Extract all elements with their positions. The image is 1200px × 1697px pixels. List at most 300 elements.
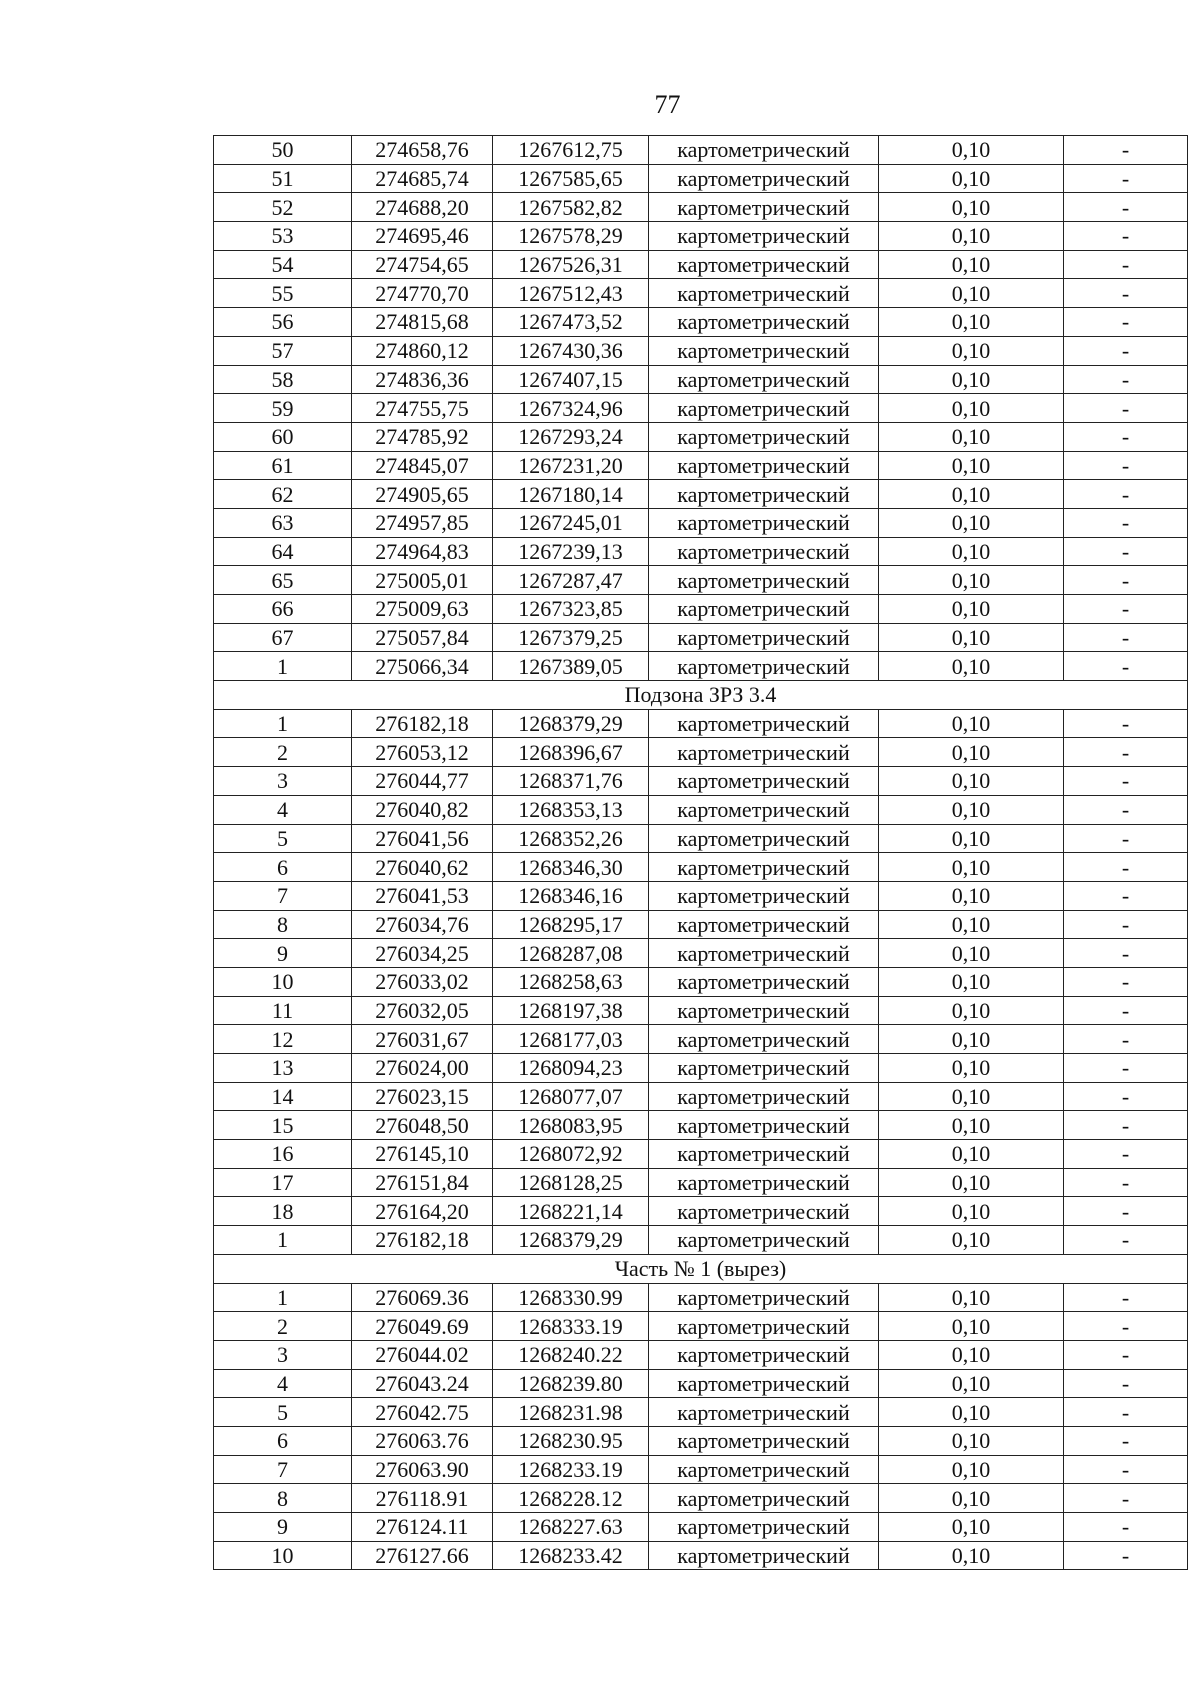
- y-coordinate-cell: 1268233.42: [493, 1541, 649, 1570]
- x-coordinate-cell: 276042.75: [352, 1398, 493, 1427]
- note-cell: -: [1064, 508, 1188, 537]
- table-row: [214, 1541, 1188, 1570]
- x-coordinate-cell: 274785,92: [352, 422, 493, 451]
- note-cell: -: [1064, 1484, 1188, 1513]
- method-cell: картометрический: [649, 795, 879, 824]
- note-cell: -: [1064, 738, 1188, 767]
- precision-cell: 0,10: [879, 1197, 1064, 1226]
- note-cell: -: [1064, 1226, 1188, 1255]
- point-number-cell: 2: [214, 1312, 352, 1341]
- method-cell: картометрический: [649, 1513, 879, 1542]
- y-coordinate-cell: 1268239.80: [493, 1369, 649, 1398]
- point-number-cell: 61: [214, 451, 352, 480]
- precision-cell: 0,10: [879, 164, 1064, 193]
- method-cell: картометрический: [649, 136, 879, 165]
- table-row: [214, 394, 1188, 423]
- note-cell: -: [1064, 308, 1188, 337]
- point-number-cell: 53: [214, 222, 352, 251]
- y-coordinate-cell: 1268230.95: [493, 1426, 649, 1455]
- point-number-cell: 60: [214, 422, 352, 451]
- table-row: [214, 566, 1188, 595]
- table-row: [214, 1369, 1188, 1398]
- note-cell: -: [1064, 1369, 1188, 1398]
- section-header-row: [214, 681, 1188, 710]
- y-coordinate-cell: 1267389,05: [493, 652, 649, 681]
- note-cell: -: [1064, 1513, 1188, 1542]
- point-number-cell: 1: [214, 709, 352, 738]
- precision-cell: 0,10: [879, 595, 1064, 624]
- method-cell: картометрический: [649, 1168, 879, 1197]
- x-coordinate-cell: 276063.90: [352, 1455, 493, 1484]
- precision-cell: 0,10: [879, 508, 1064, 537]
- precision-cell: 0,10: [879, 652, 1064, 681]
- table-row: [214, 136, 1188, 165]
- method-cell: картометрический: [649, 853, 879, 882]
- x-coordinate-cell: 276063.76: [352, 1426, 493, 1455]
- point-number-cell: 59: [214, 394, 352, 423]
- note-cell: -: [1064, 623, 1188, 652]
- precision-cell: 0,10: [879, 996, 1064, 1025]
- x-coordinate-cell: 276041,53: [352, 881, 493, 910]
- precision-cell: 0,10: [879, 566, 1064, 595]
- x-coordinate-cell: 276040,62: [352, 853, 493, 882]
- y-coordinate-cell: 1268346,16: [493, 881, 649, 910]
- method-cell: картометрический: [649, 1369, 879, 1398]
- note-cell: -: [1064, 795, 1188, 824]
- precision-cell: 0,10: [879, 365, 1064, 394]
- method-cell: картометрический: [649, 537, 879, 566]
- method-cell: картометрический: [649, 308, 879, 337]
- y-coordinate-cell: 1267180,14: [493, 480, 649, 509]
- y-coordinate-cell: 1267612,75: [493, 136, 649, 165]
- x-coordinate-cell: 276164,20: [352, 1197, 493, 1226]
- precision-cell: 0,10: [879, 1340, 1064, 1369]
- table-row: [214, 910, 1188, 939]
- point-number-cell: 52: [214, 193, 352, 222]
- point-number-cell: 14: [214, 1082, 352, 1111]
- precision-cell: 0,10: [879, 1398, 1064, 1427]
- note-cell: -: [1064, 996, 1188, 1025]
- y-coordinate-cell: 1268221,14: [493, 1197, 649, 1226]
- page-number: 77: [654, 90, 681, 119]
- point-number-cell: 1: [214, 652, 352, 681]
- precision-cell: 0,10: [879, 910, 1064, 939]
- table-row: [214, 480, 1188, 509]
- x-coordinate-cell: 274860,12: [352, 336, 493, 365]
- table-row: [214, 795, 1188, 824]
- y-coordinate-cell: 1267231,20: [493, 451, 649, 480]
- table-row: [214, 508, 1188, 537]
- precision-cell: 0,10: [879, 795, 1064, 824]
- table-row: [214, 595, 1188, 624]
- method-cell: картометрический: [649, 250, 879, 279]
- point-number-cell: 56: [214, 308, 352, 337]
- precision-cell: 0,10: [879, 967, 1064, 996]
- y-coordinate-cell: 1267430,36: [493, 336, 649, 365]
- table-row: [214, 279, 1188, 308]
- section-title: Подзона ЗРЗ 3.4: [214, 681, 1188, 710]
- note-cell: -: [1064, 824, 1188, 853]
- precision-cell: 0,10: [879, 709, 1064, 738]
- x-coordinate-cell: 274845,07: [352, 451, 493, 480]
- point-number-cell: 1: [214, 1226, 352, 1255]
- precision-cell: 0,10: [879, 853, 1064, 882]
- precision-cell: 0,10: [879, 1226, 1064, 1255]
- y-coordinate-cell: 1268072,92: [493, 1140, 649, 1169]
- note-cell: -: [1064, 1398, 1188, 1427]
- point-number-cell: 67: [214, 623, 352, 652]
- x-coordinate-cell: 276033,02: [352, 967, 493, 996]
- y-coordinate-cell: 1267287,47: [493, 566, 649, 595]
- point-number-cell: 50: [214, 136, 352, 165]
- point-number-cell: 6: [214, 853, 352, 882]
- method-cell: картометрический: [649, 767, 879, 796]
- point-number-cell: 11: [214, 996, 352, 1025]
- method-cell: картометрический: [649, 967, 879, 996]
- x-coordinate-cell: 275057,84: [352, 623, 493, 652]
- point-number-cell: 8: [214, 1484, 352, 1513]
- coordinates-table-body: [214, 136, 1188, 1570]
- table-row: [214, 623, 1188, 652]
- note-cell: -: [1064, 1541, 1188, 1570]
- y-coordinate-cell: 1268258,63: [493, 967, 649, 996]
- precision-cell: 0,10: [879, 1054, 1064, 1083]
- x-coordinate-cell: 276182,18: [352, 1226, 493, 1255]
- precision-cell: 0,10: [879, 1541, 1064, 1570]
- table-row: [214, 422, 1188, 451]
- x-coordinate-cell: 276043.24: [352, 1369, 493, 1398]
- precision-cell: 0,10: [879, 1455, 1064, 1484]
- precision-cell: 0,10: [879, 451, 1064, 480]
- y-coordinate-cell: 1268379,29: [493, 1226, 649, 1255]
- point-number-cell: 51: [214, 164, 352, 193]
- point-number-cell: 2: [214, 738, 352, 767]
- table-row: [214, 881, 1188, 910]
- y-coordinate-cell: 1268128,25: [493, 1168, 649, 1197]
- table-row: [214, 250, 1188, 279]
- precision-cell: 0,10: [879, 1513, 1064, 1542]
- table-row: [214, 709, 1188, 738]
- point-number-cell: 16: [214, 1140, 352, 1169]
- note-cell: -: [1064, 652, 1188, 681]
- point-number-cell: 55: [214, 279, 352, 308]
- table-row: [214, 336, 1188, 365]
- table-row: [214, 1455, 1188, 1484]
- y-coordinate-cell: 1268177,03: [493, 1025, 649, 1054]
- y-coordinate-cell: 1268083,95: [493, 1111, 649, 1140]
- point-number-cell: 62: [214, 480, 352, 509]
- method-cell: картометрический: [649, 824, 879, 853]
- x-coordinate-cell: 276048,50: [352, 1111, 493, 1140]
- note-cell: -: [1064, 422, 1188, 451]
- y-coordinate-cell: 1268197,38: [493, 996, 649, 1025]
- method-cell: картометрический: [649, 595, 879, 624]
- table-row: [214, 1513, 1188, 1542]
- method-cell: картометрический: [649, 1140, 879, 1169]
- x-coordinate-cell: 276145,10: [352, 1140, 493, 1169]
- precision-cell: 0,10: [879, 537, 1064, 566]
- x-coordinate-cell: 274957,85: [352, 508, 493, 537]
- method-cell: картометрический: [649, 566, 879, 595]
- method-cell: картометрический: [649, 1054, 879, 1083]
- method-cell: картометрический: [649, 1197, 879, 1226]
- method-cell: картометрический: [649, 1025, 879, 1054]
- x-coordinate-cell: 276023,15: [352, 1082, 493, 1111]
- method-cell: картометрический: [649, 996, 879, 1025]
- method-cell: картометрический: [649, 652, 879, 681]
- note-cell: -: [1064, 1082, 1188, 1111]
- method-cell: картометрический: [649, 164, 879, 193]
- point-number-cell: 5: [214, 824, 352, 853]
- method-cell: картометрический: [649, 1312, 879, 1341]
- table-row: [214, 537, 1188, 566]
- precision-cell: 0,10: [879, 1283, 1064, 1312]
- method-cell: картометрический: [649, 1111, 879, 1140]
- note-cell: -: [1064, 709, 1188, 738]
- precision-cell: 0,10: [879, 1111, 1064, 1140]
- point-number-cell: 17: [214, 1168, 352, 1197]
- x-coordinate-cell: 274695,46: [352, 222, 493, 251]
- precision-cell: 0,10: [879, 279, 1064, 308]
- method-cell: картометрический: [649, 1426, 879, 1455]
- precision-cell: 0,10: [879, 1168, 1064, 1197]
- x-coordinate-cell: 274754,65: [352, 250, 493, 279]
- precision-cell: 0,10: [879, 1025, 1064, 1054]
- table-row: [214, 824, 1188, 853]
- method-cell: картометрический: [649, 1283, 879, 1312]
- point-number-cell: 64: [214, 537, 352, 566]
- table-row: [214, 1054, 1188, 1083]
- note-cell: -: [1064, 394, 1188, 423]
- note-cell: -: [1064, 967, 1188, 996]
- x-coordinate-cell: 274836,36: [352, 365, 493, 394]
- coordinates-table: [213, 135, 1188, 1570]
- x-coordinate-cell: 276049.69: [352, 1312, 493, 1341]
- method-cell: картометрический: [649, 1455, 879, 1484]
- method-cell: картометрический: [649, 910, 879, 939]
- note-cell: -: [1064, 222, 1188, 251]
- precision-cell: 0,10: [879, 1484, 1064, 1513]
- point-number-cell: 4: [214, 1369, 352, 1398]
- method-cell: картометрический: [649, 480, 879, 509]
- note-cell: -: [1064, 365, 1188, 394]
- note-cell: -: [1064, 1168, 1188, 1197]
- precision-cell: 0,10: [879, 136, 1064, 165]
- table-row: [214, 738, 1188, 767]
- point-number-cell: 7: [214, 881, 352, 910]
- note-cell: -: [1064, 1025, 1188, 1054]
- method-cell: картометрический: [649, 336, 879, 365]
- precision-cell: 0,10: [879, 824, 1064, 853]
- x-coordinate-cell: 276031,67: [352, 1025, 493, 1054]
- table-row: [214, 1140, 1188, 1169]
- point-number-cell: 65: [214, 566, 352, 595]
- precision-cell: 0,10: [879, 1426, 1064, 1455]
- method-cell: картометрический: [649, 279, 879, 308]
- point-number-cell: 4: [214, 795, 352, 824]
- note-cell: -: [1064, 1111, 1188, 1140]
- method-cell: картометрический: [649, 365, 879, 394]
- precision-cell: 0,10: [879, 881, 1064, 910]
- y-coordinate-cell: 1268077,07: [493, 1082, 649, 1111]
- method-cell: картометрический: [649, 1398, 879, 1427]
- y-coordinate-cell: 1267512,43: [493, 279, 649, 308]
- note-cell: -: [1064, 939, 1188, 968]
- y-coordinate-cell: 1267578,29: [493, 222, 649, 251]
- x-coordinate-cell: 275066,34: [352, 652, 493, 681]
- y-coordinate-cell: 1267293,24: [493, 422, 649, 451]
- table-row: [214, 1340, 1188, 1369]
- point-number-cell: 9: [214, 939, 352, 968]
- table-row: [214, 939, 1188, 968]
- x-coordinate-cell: 276034,25: [352, 939, 493, 968]
- point-number-cell: 13: [214, 1054, 352, 1083]
- table-row: [214, 164, 1188, 193]
- method-cell: картометрический: [649, 1541, 879, 1570]
- precision-cell: 0,10: [879, 480, 1064, 509]
- point-number-cell: 1: [214, 1283, 352, 1312]
- y-coordinate-cell: 1267526,31: [493, 250, 649, 279]
- note-cell: -: [1064, 336, 1188, 365]
- point-number-cell: 58: [214, 365, 352, 394]
- x-coordinate-cell: 276151,84: [352, 1168, 493, 1197]
- x-coordinate-cell: 276127.66: [352, 1541, 493, 1570]
- point-number-cell: 57: [214, 336, 352, 365]
- point-number-cell: 63: [214, 508, 352, 537]
- method-cell: картометрический: [649, 394, 879, 423]
- point-number-cell: 10: [214, 1541, 352, 1570]
- precision-cell: 0,10: [879, 1140, 1064, 1169]
- section-header-row: [214, 1254, 1188, 1283]
- note-cell: -: [1064, 1312, 1188, 1341]
- precision-cell: 0,10: [879, 394, 1064, 423]
- x-coordinate-cell: 276044,77: [352, 767, 493, 796]
- x-coordinate-cell: 276044.02: [352, 1340, 493, 1369]
- y-coordinate-cell: 1268352,26: [493, 824, 649, 853]
- precision-cell: 0,10: [879, 308, 1064, 337]
- precision-cell: 0,10: [879, 623, 1064, 652]
- x-coordinate-cell: 276041,56: [352, 824, 493, 853]
- x-coordinate-cell: 276124.11: [352, 1513, 493, 1542]
- table-row: [214, 451, 1188, 480]
- precision-cell: 0,10: [879, 422, 1064, 451]
- method-cell: картометрический: [649, 623, 879, 652]
- method-cell: картометрический: [649, 939, 879, 968]
- table-row: [214, 1283, 1188, 1312]
- note-cell: -: [1064, 595, 1188, 624]
- x-coordinate-cell: 275005,01: [352, 566, 493, 595]
- method-cell: картометрический: [649, 1082, 879, 1111]
- y-coordinate-cell: 1267239,13: [493, 537, 649, 566]
- precision-cell: 0,10: [879, 1082, 1064, 1111]
- x-coordinate-cell: 274688,20: [352, 193, 493, 222]
- x-coordinate-cell: 274964,83: [352, 537, 493, 566]
- y-coordinate-cell: 1268231.98: [493, 1398, 649, 1427]
- note-cell: -: [1064, 767, 1188, 796]
- table-row: [214, 967, 1188, 996]
- y-coordinate-cell: 1268295,17: [493, 910, 649, 939]
- precision-cell: 0,10: [879, 1369, 1064, 1398]
- point-number-cell: 8: [214, 910, 352, 939]
- table-row: [214, 652, 1188, 681]
- method-cell: картометрический: [649, 738, 879, 767]
- table-row: [214, 308, 1188, 337]
- y-coordinate-cell: 1268228.12: [493, 1484, 649, 1513]
- point-number-cell: 5: [214, 1398, 352, 1427]
- x-coordinate-cell: 276069.36: [352, 1283, 493, 1312]
- x-coordinate-cell: 276034,76: [352, 910, 493, 939]
- note-cell: -: [1064, 1054, 1188, 1083]
- precision-cell: 0,10: [879, 1312, 1064, 1341]
- method-cell: картометрический: [649, 422, 879, 451]
- note-cell: -: [1064, 1340, 1188, 1369]
- point-number-cell: 6: [214, 1426, 352, 1455]
- note-cell: -: [1064, 250, 1188, 279]
- point-number-cell: 66: [214, 595, 352, 624]
- precision-cell: 0,10: [879, 336, 1064, 365]
- y-coordinate-cell: 1268371,76: [493, 767, 649, 796]
- section-title: Часть № 1 (вырез): [214, 1254, 1188, 1283]
- method-cell: картометрический: [649, 222, 879, 251]
- method-cell: картометрический: [649, 709, 879, 738]
- table-row: [214, 365, 1188, 394]
- y-coordinate-cell: 1267407,15: [493, 365, 649, 394]
- note-cell: -: [1064, 451, 1188, 480]
- y-coordinate-cell: 1268379,29: [493, 709, 649, 738]
- table-row: [214, 1111, 1188, 1140]
- y-coordinate-cell: 1267324,96: [493, 394, 649, 423]
- method-cell: картометрический: [649, 1340, 879, 1369]
- table-row: [214, 193, 1188, 222]
- note-cell: -: [1064, 1140, 1188, 1169]
- x-coordinate-cell: 274755,75: [352, 394, 493, 423]
- y-coordinate-cell: 1268333.19: [493, 1312, 649, 1341]
- point-number-cell: 10: [214, 967, 352, 996]
- x-coordinate-cell: 276118.91: [352, 1484, 493, 1513]
- table-row: [214, 1226, 1188, 1255]
- point-number-cell: 9: [214, 1513, 352, 1542]
- y-coordinate-cell: 1267323,85: [493, 595, 649, 624]
- y-coordinate-cell: 1267379,25: [493, 623, 649, 652]
- note-cell: -: [1064, 164, 1188, 193]
- method-cell: картометрический: [649, 193, 879, 222]
- precision-cell: 0,10: [879, 939, 1064, 968]
- y-coordinate-cell: 1267582,82: [493, 193, 649, 222]
- x-coordinate-cell: 276182,18: [352, 709, 493, 738]
- table-row: [214, 996, 1188, 1025]
- precision-cell: 0,10: [879, 738, 1064, 767]
- point-number-cell: 7: [214, 1455, 352, 1484]
- method-cell: картометрический: [649, 881, 879, 910]
- x-coordinate-cell: 274658,76: [352, 136, 493, 165]
- note-cell: -: [1064, 910, 1188, 939]
- x-coordinate-cell: 276053,12: [352, 738, 493, 767]
- note-cell: -: [1064, 1197, 1188, 1226]
- precision-cell: 0,10: [879, 193, 1064, 222]
- method-cell: картометрический: [649, 451, 879, 480]
- point-number-cell: 3: [214, 1340, 352, 1369]
- table-row: [214, 1426, 1188, 1455]
- point-number-cell: 15: [214, 1111, 352, 1140]
- point-number-cell: 54: [214, 250, 352, 279]
- note-cell: -: [1064, 1455, 1188, 1484]
- note-cell: -: [1064, 566, 1188, 595]
- y-coordinate-cell: 1268330.99: [493, 1283, 649, 1312]
- table-row: [214, 222, 1188, 251]
- point-number-cell: 18: [214, 1197, 352, 1226]
- x-coordinate-cell: 276024,00: [352, 1054, 493, 1083]
- table-row: [214, 1082, 1188, 1111]
